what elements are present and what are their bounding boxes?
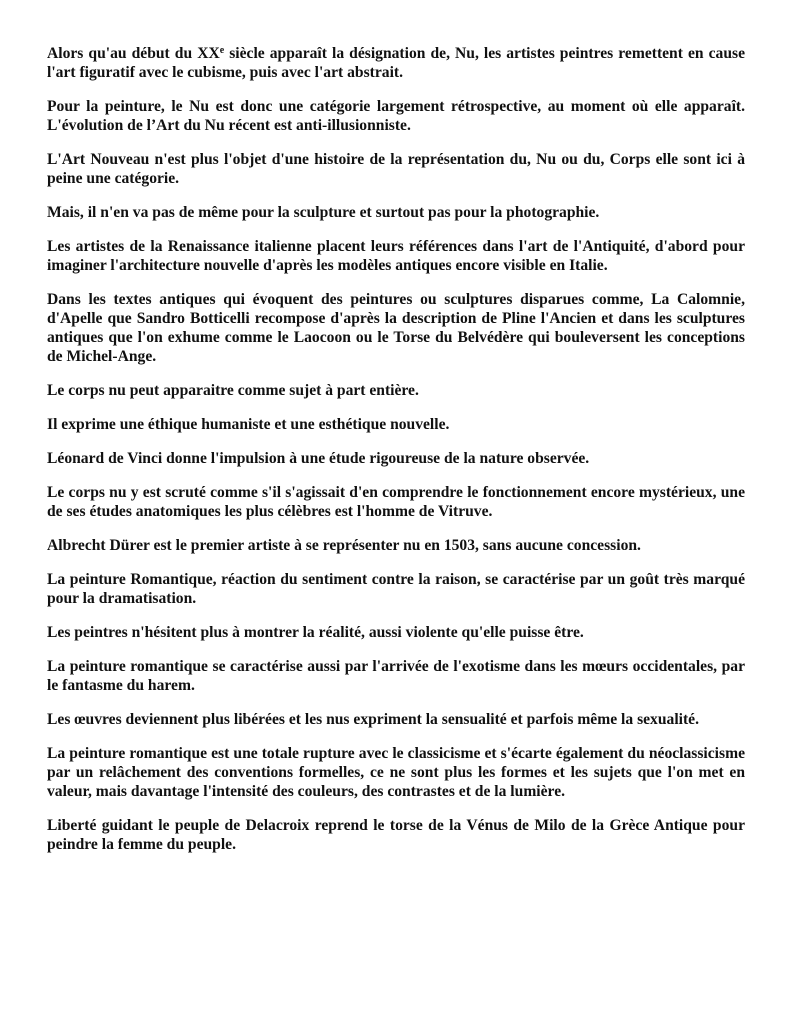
- paragraph-14: La peinture romantique se caractérise aussi par l'arrivée de l'exotisme dans les mœurs occidentales, par le fantasme du harem.: [47, 658, 745, 694]
- paragraph-10: Le corps nu y est scruté comme s'il s'agissait d'en comprendre le fonctionnement encore mystérieux, une de ses études anatomiques les plus célèbres est l'homme de Vitruve.: [47, 484, 745, 520]
- paragraph-3: L'Art Nouveau n'est plus l'objet d'une histoire de la représentation du, Nu ou du, Corps elle sont ici à peine une catégorie.: [47, 151, 745, 187]
- document-page: [47, 44, 745, 854]
- paragraph-16: La peinture romantique est une totale rupture avec le classicisme et s'écarte également du néoclassicisme par un relâchement des conventions formelles, ce ne sont plus les formes et les sujets que l'on met en valeur, mais davantage l'intensité des couleurs, des contrastes et de la lumière.: [47, 745, 745, 800]
- paragraph-1: [47, 44, 745, 82]
- paragraph-5: Les artistes de la Renaissance italienne placent leurs références dans l'art de l'Antiquité, d'abord pour imaginer l'architecture nouvelle d'après les modèles antiques encore visible en Italie.: [47, 238, 745, 274]
- paragraph-15: Les œuvres deviennent plus libérées et les nus expriment la sensualité et parfois même la sexualité.: [47, 711, 699, 728]
- paragraph-12: La peinture Romantique, réaction du sentiment contre la raison, se caractérise par un goût très marqué pour la dramatisation.: [47, 571, 745, 607]
- paragraph-6: Dans les textes antiques qui évoquent des peintures ou sculptures disparues comme, La Calomnie, d'Apelle que Sandro Botticelli recompose d'après la description de Pline l'Ancien et dans les sculptures antiques que l'on exhume comme le Laocoon ou le Torse du Belvédère qui bouleversent les conceptions de Michel-Ange.: [47, 291, 745, 365]
- paragraph-2: Pour la peinture, le Nu est donc une catégorie largement rétrospective, au moment où elle apparaît. L'évolution de l’Art du Nu récent est anti-illusionniste.: [47, 98, 745, 134]
- paragraph-1-after: siècle apparaît la désignation de, Nu, les artistes peintres remettent en cause l'art figuratif avec le cubisme, puis avec l'art abstrait.: [47, 45, 745, 81]
- paragraph-11: Albrecht Dürer est le premier artiste à se représenter nu en 1503, sans aucune concession.: [47, 537, 641, 554]
- paragraph-7: Le corps nu peut apparaitre comme sujet à part entière.: [47, 382, 419, 399]
- paragraph-17: Liberté guidant le peuple de Delacroix reprend le torse de la Vénus de Milo de la Grèce Antique pour peindre la femme du peuple.: [47, 817, 745, 853]
- paragraph-9: Léonard de Vinci donne l'impulsion à une étude rigoureuse de la nature observée.: [47, 450, 590, 467]
- paragraph-1-before: Alors qu'au début du XX: [47, 45, 220, 62]
- paragraph-4: Mais, il n'en va pas de même pour la sculpture et surtout pas pour la photographie.: [47, 204, 600, 221]
- paragraph-13: Les peintres n'hésitent plus à montrer la réalité, aussi violente qu'elle puisse être.: [47, 624, 584, 641]
- paragraph-8: Il exprime une éthique humaniste et une esthétique nouvelle.: [47, 416, 450, 433]
- century-superscript: e: [219, 45, 225, 56]
